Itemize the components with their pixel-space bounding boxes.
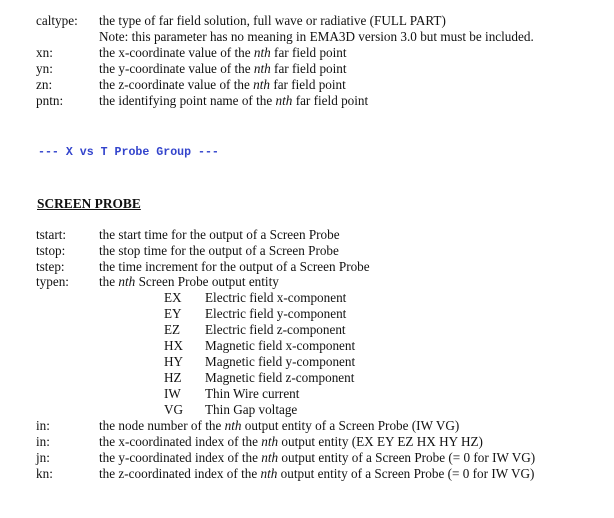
- def-term: pntn:: [36, 93, 64, 108]
- entity-desc: Electric field x-component: [205, 290, 347, 305]
- entity-code: EZ: [164, 322, 181, 337]
- entity-desc: Electric field z-component: [205, 322, 346, 337]
- entity-code: HY: [164, 354, 184, 369]
- def-desc: the x-coordinated index of the nth output entity (EX EY EZ HX HY HZ): [99, 434, 483, 449]
- entity-code: EX: [164, 290, 182, 305]
- def-term: xn:: [36, 45, 53, 60]
- def-desc: the z-coordinated index of the nth output entity of a Screen Probe (= 0 for IW VG): [99, 466, 535, 481]
- probe-group-label: --- X vs T Probe Group ---: [38, 146, 219, 159]
- def-desc: the start time for the output of a Screen Probe: [99, 227, 340, 242]
- def-desc: the nth Screen Probe output entity: [99, 274, 279, 289]
- entity-code: IW: [164, 386, 181, 401]
- def-term: in:: [36, 418, 50, 433]
- entity-desc: Magnetic field z-component: [205, 370, 355, 385]
- def-desc: the time increment for the output of a Screen Probe: [99, 259, 370, 274]
- entity-code: HZ: [164, 370, 182, 385]
- entity-desc: Thin Wire current: [205, 386, 300, 401]
- def-term: jn:: [36, 450, 50, 465]
- def-desc: the y-coordinate value of the nth far field point: [99, 61, 347, 76]
- def-desc: the type of far field solution, full wave or radiative (FULL PART): [99, 13, 446, 28]
- def-term: tstart:: [36, 227, 67, 242]
- entity-desc: Magnetic field x-component: [205, 338, 356, 353]
- entity-code: HX: [164, 338, 184, 353]
- def-term: tstep:: [36, 259, 65, 274]
- entity-desc: Thin Gap voltage: [205, 402, 298, 417]
- def-term: typen:: [36, 274, 69, 289]
- entity-code: EY: [164, 306, 182, 321]
- def-term: zn:: [36, 77, 53, 92]
- section-heading: SCREEN PROBE: [37, 196, 141, 211]
- def-term: in:: [36, 434, 50, 449]
- def-desc: the x-coordinate value of the nth far field point: [99, 45, 347, 60]
- entity-desc: Electric field y-component: [205, 306, 347, 321]
- def-desc: the stop time for the output of a Screen Probe: [99, 243, 339, 258]
- def-term: caltype:: [36, 13, 78, 28]
- def-desc: the identifying point name of the nth far field point: [99, 93, 369, 108]
- def-term: kn:: [36, 466, 53, 481]
- entity-code: VG: [164, 402, 184, 417]
- def-term: yn:: [36, 61, 53, 76]
- def-desc: the z-coordinate value of the nth far field point: [99, 77, 346, 92]
- def-desc: the y-coordinated index of the nth output entity of a Screen Probe (= 0 for IW VG): [99, 450, 536, 465]
- entity-desc: Magnetic field y-component: [205, 354, 356, 369]
- def-desc: the node number of the nth output entity of a Screen Probe (IW VG): [99, 418, 460, 433]
- def-desc: Note: this parameter has no meaning in EMA3D version 3.0 but must be included.: [99, 29, 534, 44]
- def-term: tstop:: [36, 243, 66, 258]
